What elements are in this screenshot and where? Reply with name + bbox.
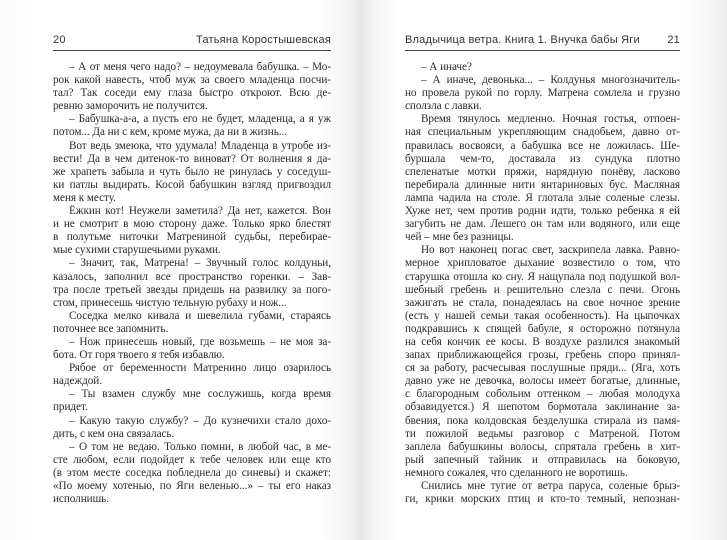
- text-line: – Ты взамен службу мне сослужишь, когда время: [69, 388, 331, 401]
- text-line: Хуже нет, чем против родни идти, только ребенка я ей: [405, 205, 680, 218]
- text-line: придет.: [53, 401, 88, 414]
- text-line: (есть у нашей семьи такая особенность). На цыпочках: [405, 309, 680, 322]
- text-line: «По моему хотенью, по Яги веленью...» – ты его наказ: [53, 480, 331, 492]
- text-line: ная специальным укрепляющим снадобьем, давно от-: [405, 126, 680, 139]
- text-line: рый запечный тайник и отправилась на боковую,: [405, 453, 680, 466]
- text-line: но провела рукой по горлу. Матрена сомлела и грузно: [405, 87, 680, 100]
- text-line: с благородным собольим оттенком – любая молодуха: [405, 388, 680, 401]
- text-line: Рябое от беременности Матренино лицо озарилось: [69, 362, 331, 375]
- text-line: на себя кончик ее косы. В воздухе разлился знакомый: [405, 335, 680, 348]
- text-line: потом... Да ни с кем, кроме мужа, да ни в жизнь...: [53, 126, 288, 139]
- left-page-body: [53, 61, 331, 506]
- text-line: ги, крики морских птиц и кто-то темный, непознан-: [405, 493, 680, 506]
- text-line: сползла с лавки.: [405, 100, 482, 113]
- text-line: рок какой навесть, чтоб муж за своего младенца посчи-: [53, 74, 331, 87]
- text-line: ти пожилой ведьмы разговор с Матреной. Потом: [405, 427, 680, 440]
- text-line: Ёжкин кот! Неужели заметила? Да нет, кажется. Вон: [69, 205, 331, 218]
- text-line: ревню заморочить не получится.: [53, 100, 208, 113]
- text-line: спеленатые мотки пряжи, нарядную понёву, ласково: [405, 165, 680, 178]
- text-line: чей – мне без разницы.: [405, 231, 514, 244]
- text-line: обзавидуется.) Я шепотом бормотала заклинание за-: [405, 401, 680, 414]
- text-line: тра после третьей звезды придешь на развилку за пого-: [53, 283, 331, 296]
- text-line: – А иначе?: [421, 61, 472, 73]
- text-line: казалось, заполнил все пространство горенки. – Зав-: [53, 270, 331, 283]
- text-line: буршала чем-то, доставала из сундука плотно: [405, 152, 680, 165]
- right-page-body: [405, 61, 680, 506]
- text-line: Но вот наконец погас свет, заскрипела лавка. Равно-: [421, 244, 680, 257]
- text-line: немного сожалея, что сделанного не воротишь.: [405, 466, 628, 479]
- text-line: зажигать не стала, понадеялась на свое ночное зрение: [405, 296, 680, 309]
- text-line: – А иначе, девонька... – Колдунья многозначитель-: [421, 74, 680, 87]
- text-line: дить, с кем она связалась.: [53, 427, 175, 440]
- text-line: и не смотрит в мою сторону даже. Только ярко блестят: [53, 218, 331, 231]
- text-line: – Нож принесешь новый, где возьмешь – не моя за-: [69, 335, 331, 348]
- text-line: мерное хрипловатое дыхание возвестило о том, что: [405, 257, 680, 270]
- text-line: загубить не дам. Лешего он там или водяного, или еще: [405, 218, 680, 231]
- text-line: лампа чадила на столе. Я глотала злые соленые слезы.: [405, 191, 680, 204]
- text-line: Соседка мелко кивала и шевелила губами, стараясь: [69, 309, 331, 322]
- text-line: сте любом, если подойдет к тебе человек или еще кто: [53, 453, 331, 466]
- text-line: тал? Так соседи ему глаза быстро откроют. Всю де-: [53, 87, 331, 100]
- page-number: 21: [667, 34, 680, 46]
- text-line: – А от меня чего надо? – недоумевала бабушка. – Мо-: [69, 61, 331, 73]
- text-line: правилась восвояси, а бабушка все не ложилась. Ше-: [405, 139, 680, 152]
- text-line: мые сухими старушечьими руками.: [53, 244, 221, 257]
- text-line: исполнишь.: [53, 493, 109, 506]
- text-line: вести! Да в чем дитенок-то виноват? От волнения я да-: [53, 152, 331, 165]
- text-line: меня к месту.: [53, 191, 116, 204]
- text-line: запах приближающейся грозы, гребень споро принял-: [405, 349, 680, 362]
- text-line: подкравшись к спящей бабуле, я осторожно потянула: [405, 322, 680, 335]
- right-page-header: [405, 32, 680, 46]
- text-line: стом, принесешь чистую тельную рубаху и нож...: [53, 296, 287, 309]
- text-line: – Бабушка-а-а, а пусть его не будет, младенца, а я уж: [69, 113, 331, 126]
- text-line: – Значит, так, Матрена! – Звучный голос колдуньи,: [69, 257, 331, 270]
- text-line: поточнее все запомнить.: [53, 322, 169, 335]
- running-head-title: Владычица ветра. Книга 1. Внучка бабы Яги: [405, 34, 640, 46]
- text-line: заплела бабушкины волосы, спрятала гребень в хит-: [405, 440, 680, 453]
- text-line: Время тянулось медленно. Ночная гостья, отпоен-: [421, 113, 680, 126]
- text-line: старушка отошла ко сну. Я нащупала под подушкой вол-: [405, 270, 680, 283]
- text-line: же храпеть забыла и чуть было не ринулась у соседуш-: [53, 165, 331, 178]
- text-line: – О том не ведаю. Только помни, в любой час, в ме-: [69, 440, 331, 453]
- text-line: Снились мне тугие от ветра паруса, соленые брыз-: [421, 480, 680, 492]
- text-line: давно уже не девочка, волосы имеет богатые, длинные,: [405, 375, 680, 388]
- running-head-author: Татьяна Коростышевская: [196, 34, 331, 46]
- text-line: шебный гребень и решительно слезла с печи. Огонь: [405, 283, 680, 296]
- text-line: в полутьме ниточки Матрениной судьбы, перебирае-: [53, 231, 331, 244]
- text-line: – Какую такую службу? – До кузнечихи стало дохо-: [69, 414, 331, 427]
- text-line: Вот ведь змеюка, что удумала! Младенца в утробе из-: [69, 139, 331, 152]
- right-page: [362, 0, 727, 540]
- left-page: [0, 0, 362, 540]
- page-number: 20: [53, 34, 66, 46]
- text-line: бвения, пока колдовская безделушка стирала из памя-: [405, 414, 680, 427]
- header-rule: [53, 50, 331, 51]
- text-line: бота. От горя твоего я тебя избавлю.: [53, 349, 225, 362]
- text-line: ки патлы выдирать. Косой бабушкин взгляд пригвоздил: [53, 178, 331, 191]
- header-rule: [405, 50, 680, 51]
- left-page-header: [53, 32, 331, 46]
- text-line: перебирала длинные нити янтариновых бус. Масляная: [405, 178, 680, 191]
- text-line: надеждой.: [53, 375, 102, 388]
- text-line: ся за работу, расчесывая послушные пряди... (Яга, хоть: [405, 362, 680, 375]
- text-line: (в этом месте соседка побледнела до синевы) и скажет:: [53, 466, 331, 479]
